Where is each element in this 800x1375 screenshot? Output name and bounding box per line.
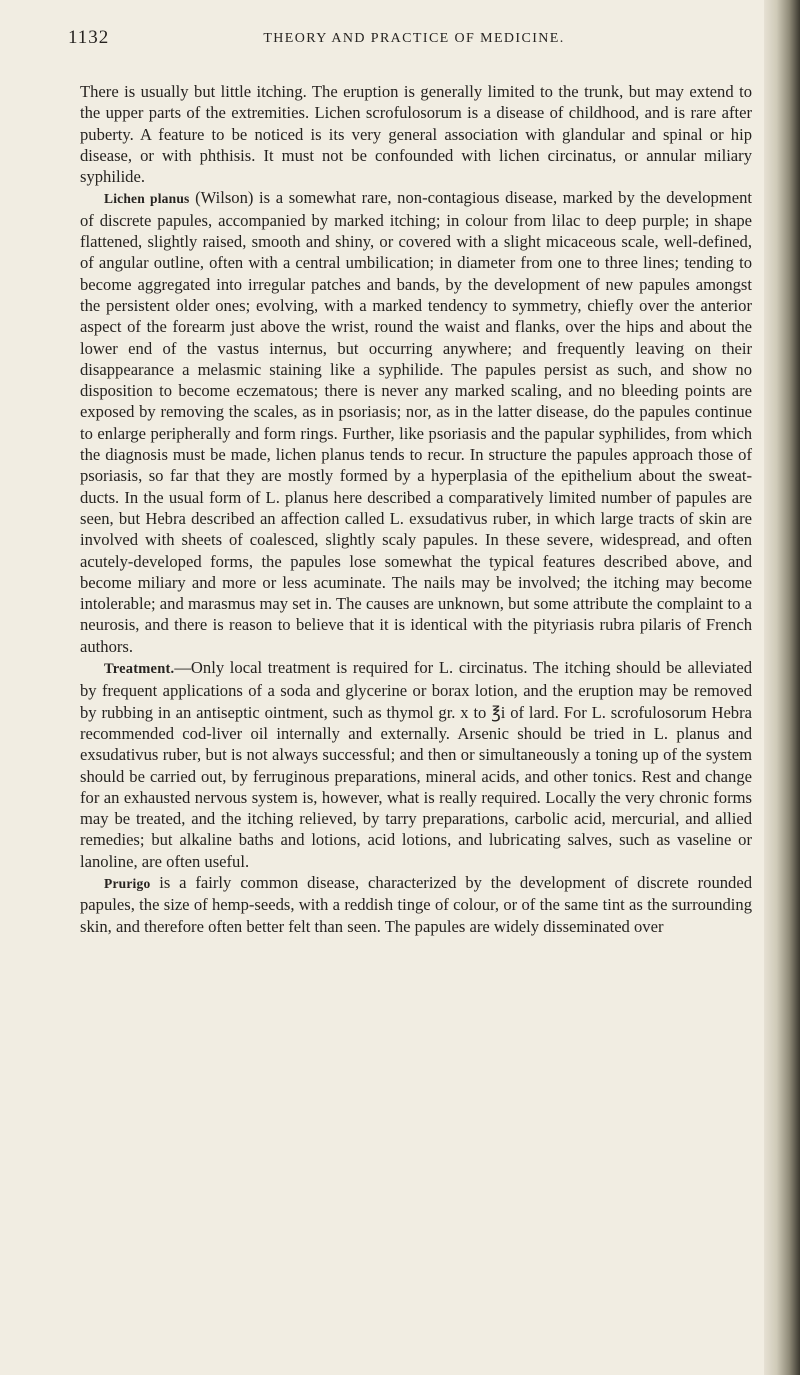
run-in-heading: Treatment.: [104, 661, 175, 678]
page-edge-shadow: [764, 0, 800, 1375]
paragraph-text: is a fairly common disease, characterized by the development of discrete rounded papules, the size of hemp-seeds, with a reddish tinge of colour, or of the same tint as the surrounding skin, and therefore often better felt than seen. The papules are widely disseminated over: [80, 872, 752, 936]
page-header: [68, 27, 760, 53]
page-number: 1132: [68, 27, 110, 48]
run-in-heading: Prurigo: [104, 875, 151, 891]
paragraph-text: (Wilson) is a somewhat rare, non-contagious disease, marked by the development of discrete papules, accompanied by marked itching; in colour from lilac to deep purple; in shape flattened, slightly raised, smooth and shiny, or covered with a slight micaceous scale, well-defined, of angular outline, often with a central umbilication; in diameter from one to three lines; tending to become aggregated into irregular patches and bands, by the development of new papules amongst the persistent older ones; evolving, with a marked tendency to symmetry, chiefly over the anterior aspect of the forearm just above the wrist, round the waist and flanks, over the hips and about the lower end of the vastus internus, but occurring anywhere; and frequently leaving on their disappearance a melasmic staining like a syphilide. The papules persist as such, and show no disposition to become eczematous; there is never any marked scaling, and no bleeding points are exposed by removing the scales, as in psoriasis; nor, as in the latter disease, do the papules continue to enlarge peripherally and form rings. Further, like psoriasis and the papular syphilides, from which the diagnosis must be made, lichen planus tends to recur. In structure the papules approach those of psoriasis, so far that they are mostly formed by a hyperplasia of the epithelium about the sweat-ducts. In the usual form of L. planus here described a comparatively limited number of papules are seen, but Hebra described an affection called L. exsudativus ruber, in which large tracts of skin are involved with sheets of coalesced, slightly scaly papules. In these severe, widespread, and often acutely-developed forms, the papules lose somewhat the typical features described above, and become miliary and more or less acuminate. The nails may be involved; the itching may become intolerable; and marasmus may set in. The causes are unknown, but some attribute the complaint to a neurosis, and there is reason to believe that it is identical with the pityriasis rubra pilaris of French authors.: [80, 188, 752, 656]
paragraph-text: There is usually but little itching. The eruption is generally limited to the trunk, but may extend to the upper parts of the extremities. Lichen scrofulosorum is a disease of childhood, and is rare after puberty. A feature to be noticed is its very general association with glandular and spinal or hip disease, or with phthisis. It must not be confounded with lichen circinatus, or annular miliary syphilide.: [80, 82, 752, 187]
paragraph-lichen-planus: [80, 187, 752, 657]
body-text: [80, 81, 752, 937]
run-in-heading: Lichen planus: [104, 191, 190, 207]
paragraph-treatment: [80, 657, 752, 872]
running-title: THEORY AND PRACTICE OF MEDICINE.: [263, 31, 565, 46]
paragraph-lichen-scrofulosorum: [80, 81, 752, 187]
paragraph-prurigo: [80, 872, 752, 937]
paragraph-text: —Only local treatment is required for L. circinatus. The itching should be alleviated by frequent applications of a soda and glycerine or borax lotion, and the eruption may be removed by rubbing in an antiseptic ointment, such as thymol gr. x to ℥i of lard. For L. scrofulosorum Hebra recommended cod-liver oil internally and externally. Arsenic should be tried in L. planus and exsudativus ruber, but is not always successful; and then or simultaneously a toning up of the system should be carried out, by ferruginous preparations, mineral acids, and other tonics. Rest and change for an exhausted nervous system is, however, what is really required. Locally the very chronic forms may be treated, and the itching relieved, by tarry preparations, carbolic acid, mercurial, and allied remedies; but alkaline baths and lotions, acid lotions, and lubricating salves, such as vaseline or lanoline, are often useful.: [80, 658, 752, 871]
book-page: [60, 0, 760, 1375]
